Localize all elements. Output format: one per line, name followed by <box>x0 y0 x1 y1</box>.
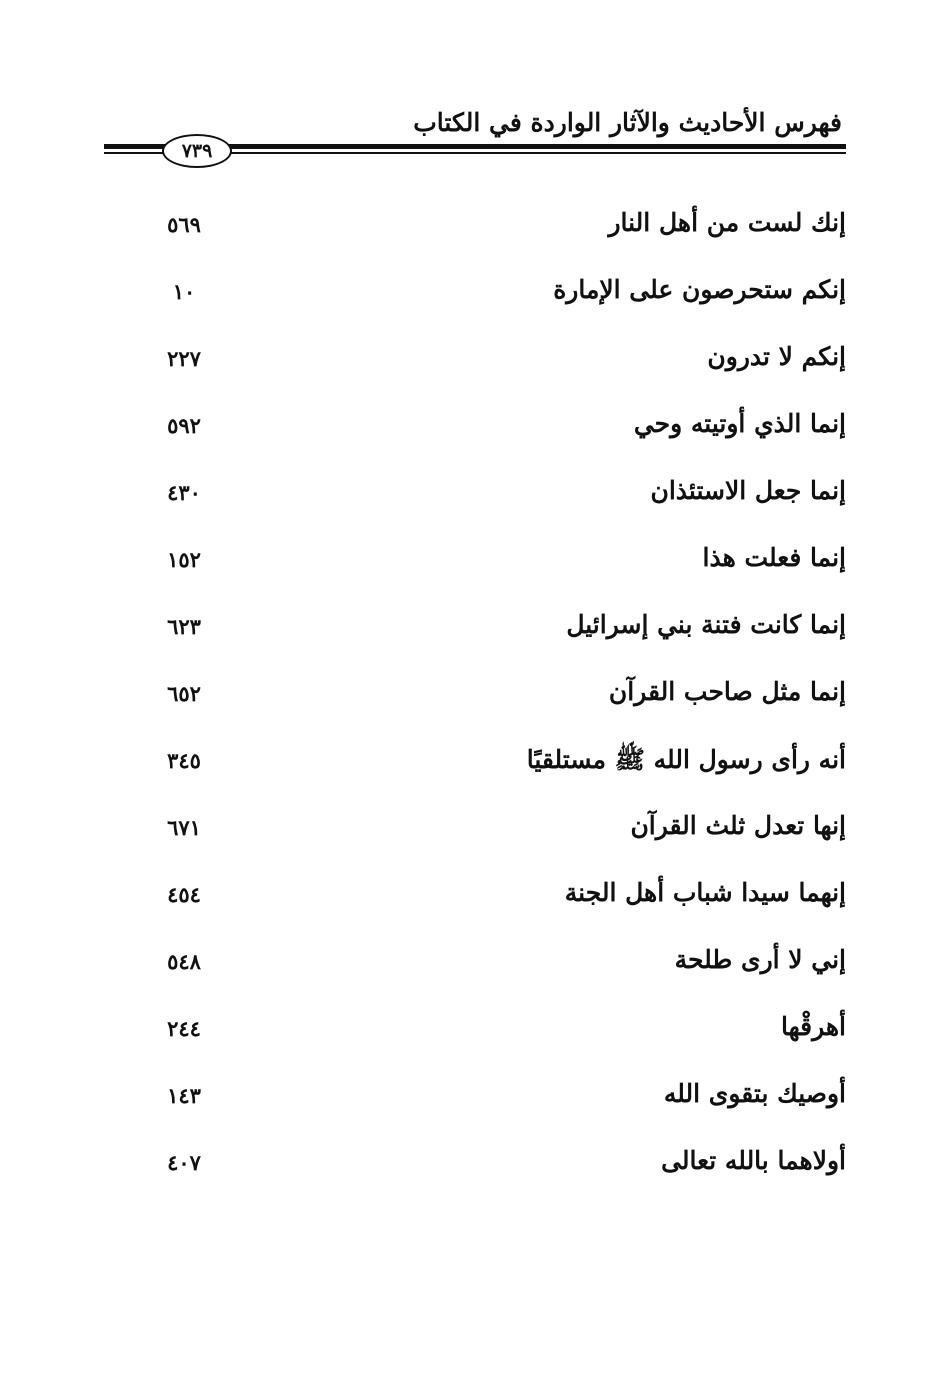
index-entry <box>150 1000 846 1067</box>
entry-text: إنما الذي أوتيته وحي <box>633 409 846 438</box>
index-entry <box>150 330 846 397</box>
entry-page-ref: ١٠ <box>172 279 196 304</box>
entry-text: إنما مثل صاحب القرآن <box>608 677 846 706</box>
entry-page-ref: ٦٢٣ <box>167 614 201 639</box>
page-number: ٧٣٩ <box>162 134 232 168</box>
index-entry <box>150 732 846 799</box>
entry-page-ref: ٤٥٤ <box>167 882 201 907</box>
entry-text: إني لا أرى طلحة <box>674 945 846 974</box>
entry-text: إنما جعل الاستئذان <box>650 476 846 505</box>
entry-text: إنما كانت فتنة بني إسرائيل <box>566 610 846 639</box>
entry-page-ref: ٦٧١ <box>167 815 201 840</box>
entry-page-ref: ٤٣٠ <box>167 480 201 505</box>
page-header <box>104 100 846 170</box>
index-entry <box>150 531 846 598</box>
entry-text: إنك لست من أهل النار <box>608 208 846 237</box>
index-entry <box>150 1134 846 1201</box>
index-entry <box>150 464 846 531</box>
entry-text: إنهما سيدا شباب أهل الجنة <box>564 878 846 907</box>
index-list <box>150 196 846 1201</box>
entry-page-ref: ٣٤٥ <box>167 748 201 773</box>
entry-page-ref: ٢٢٧ <box>167 346 201 371</box>
entry-page-ref: ٥٤٨ <box>167 949 201 974</box>
entry-text: أوصيك بتقوى الله <box>663 1079 846 1108</box>
entry-text: أهرقْها <box>780 1012 846 1041</box>
index-entry <box>150 598 846 665</box>
entry-page-ref: ١٤٣ <box>167 1083 201 1108</box>
entry-text: إنكم ستحرصون على الإمارة <box>553 275 846 304</box>
entry-page-ref: ٢٤٤ <box>167 1016 201 1041</box>
index-entry <box>150 263 846 330</box>
entry-page-ref: ٥٩٢ <box>167 413 201 438</box>
entry-text: إنما فعلت هذا <box>702 543 846 572</box>
entry-page-ref: ٥٦٩ <box>167 212 201 237</box>
entry-text: إنكم لا تدرون <box>707 342 846 371</box>
entry-text: أنه رأى رسول الله ﷺ مستلقيًا <box>526 745 846 774</box>
index-entry <box>150 933 846 1000</box>
header-title: فهرس الأحاديث والآثار الواردة في الكتاب <box>413 108 842 137</box>
index-entry <box>150 196 846 263</box>
index-entry <box>150 665 846 732</box>
index-entry <box>150 866 846 933</box>
index-entry <box>150 1067 846 1134</box>
entry-page-ref: ٤٠٧ <box>167 1150 201 1175</box>
entry-page-ref: ٦٥٢ <box>167 681 201 706</box>
entry-text: أولاهما بالله تعالى <box>661 1146 846 1175</box>
index-entry <box>150 397 846 464</box>
entry-text: إنها تعدل ثلث القرآن <box>630 811 846 840</box>
entry-page-ref: ١٥٢ <box>167 547 201 572</box>
index-entry <box>150 799 846 866</box>
